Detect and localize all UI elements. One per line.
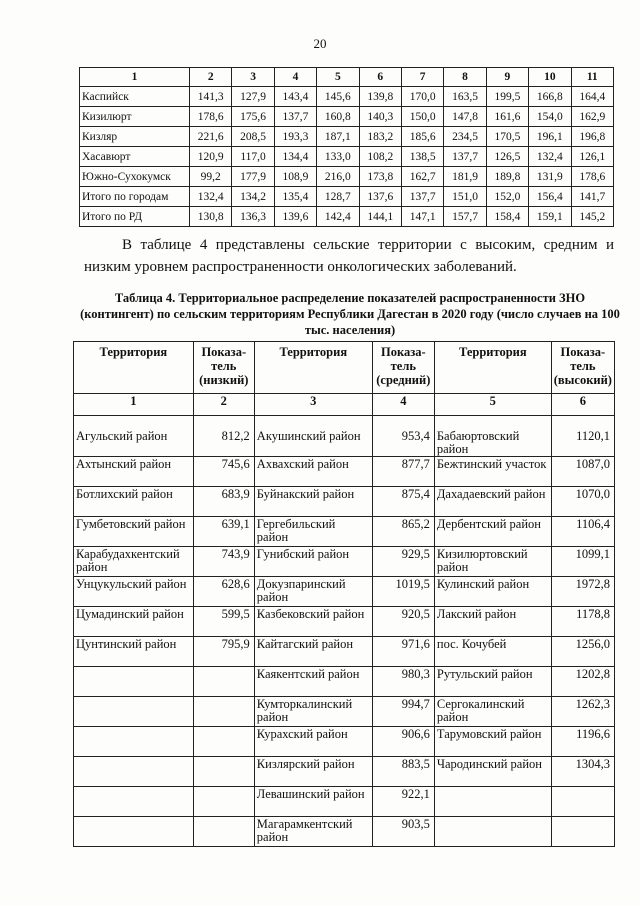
table-row bbox=[74, 607, 615, 637]
value-cell: 175,6 bbox=[232, 107, 274, 127]
value-cell: 137,7 bbox=[274, 107, 316, 127]
territory-name-cell: Акушинский район bbox=[254, 416, 372, 457]
table-row bbox=[74, 547, 615, 577]
value-cell: 743,9 bbox=[193, 547, 254, 577]
territory-name-cell: Ахвахский район bbox=[254, 457, 372, 487]
value-cell: 170,5 bbox=[486, 127, 528, 147]
column-header: 8 bbox=[444, 68, 486, 87]
value-cell bbox=[193, 667, 254, 697]
value-cell: 160,8 bbox=[317, 107, 359, 127]
territory-name-cell: Каякентский район bbox=[254, 667, 372, 697]
territory-name-cell: Рутульский район bbox=[434, 667, 551, 697]
territory-name-cell: Унцукульский район bbox=[74, 577, 194, 607]
territory-name-cell: Карабудахкентский район bbox=[74, 547, 194, 577]
value-cell: 922,1 bbox=[372, 787, 434, 817]
value-cell: 145,6 bbox=[317, 87, 359, 107]
value-cell: 903,5 bbox=[372, 817, 434, 847]
table-body bbox=[80, 87, 614, 227]
column-header: 7 bbox=[401, 68, 443, 87]
value-cell: 1202,8 bbox=[551, 667, 614, 697]
value-cell: 920,5 bbox=[372, 607, 434, 637]
value-cell: 126,1 bbox=[571, 147, 613, 167]
value-cell: 980,3 bbox=[372, 667, 434, 697]
value-cell: 99,2 bbox=[190, 167, 232, 187]
value-cell: 147,8 bbox=[444, 107, 486, 127]
value-cell: 163,5 bbox=[444, 87, 486, 107]
value-cell: 137,7 bbox=[401, 187, 443, 207]
table-row bbox=[80, 107, 614, 127]
territory-name-cell bbox=[74, 757, 194, 787]
value-cell: 132,4 bbox=[190, 187, 232, 207]
column-header: 5 bbox=[317, 68, 359, 87]
table-row bbox=[80, 147, 614, 167]
value-cell: 150,0 bbox=[401, 107, 443, 127]
value-cell: 144,1 bbox=[359, 207, 401, 227]
territory-name-cell: Кизилюрт bbox=[80, 107, 190, 127]
value-cell: 906,6 bbox=[372, 727, 434, 757]
column-header: 6 bbox=[359, 68, 401, 87]
table-row bbox=[74, 517, 615, 547]
territory-name-cell: Агульский район bbox=[74, 416, 194, 457]
value-cell: 157,7 bbox=[444, 207, 486, 227]
value-cell: 1972,8 bbox=[551, 577, 614, 607]
value-cell: 173,8 bbox=[359, 167, 401, 187]
value-cell: 127,9 bbox=[232, 87, 274, 107]
territory-name-cell: Лакский район bbox=[434, 607, 551, 637]
value-cell: 628,6 bbox=[193, 577, 254, 607]
value-cell: 639,1 bbox=[193, 517, 254, 547]
territory-name-cell: Южно-Сухокумск bbox=[80, 167, 190, 187]
table-row bbox=[80, 127, 614, 147]
territory-name-cell: Кумторкалинский район bbox=[254, 697, 372, 727]
value-cell: 199,5 bbox=[486, 87, 528, 107]
territory-name-cell: Кизляр bbox=[80, 127, 190, 147]
table-row bbox=[80, 187, 614, 207]
value-cell: 162,7 bbox=[401, 167, 443, 187]
territory-name-cell: Каспийск bbox=[80, 87, 190, 107]
territory-name-cell: Бабаюртовский район bbox=[434, 416, 551, 457]
value-cell bbox=[193, 727, 254, 757]
value-cell: 185,6 bbox=[401, 127, 443, 147]
table-header-row bbox=[80, 68, 614, 87]
territory-name-cell: Тарумовский район bbox=[434, 727, 551, 757]
value-cell: 108,9 bbox=[274, 167, 316, 187]
value-cell: 143,4 bbox=[274, 87, 316, 107]
value-cell: 117,0 bbox=[232, 147, 274, 167]
value-cell: 812,2 bbox=[193, 416, 254, 457]
value-cell: 131,9 bbox=[529, 167, 571, 187]
value-cell: 170,0 bbox=[401, 87, 443, 107]
value-cell: 795,9 bbox=[193, 637, 254, 667]
table-row bbox=[74, 487, 615, 517]
territory-name-cell: пос. Кочубей bbox=[434, 637, 551, 667]
value-cell: 187,1 bbox=[317, 127, 359, 147]
value-cell: 145,2 bbox=[571, 207, 613, 227]
territory-name-cell: Кайтагский район bbox=[254, 637, 372, 667]
value-cell: 877,7 bbox=[372, 457, 434, 487]
territory-name-cell bbox=[74, 787, 194, 817]
table-row bbox=[74, 787, 615, 817]
table-header-row bbox=[74, 342, 615, 394]
value-cell bbox=[193, 817, 254, 847]
column-header: Территория bbox=[434, 342, 551, 394]
value-cell: 132,4 bbox=[529, 147, 571, 167]
column-number: 2 bbox=[193, 394, 254, 416]
territory-name-cell: Кизлярский район bbox=[254, 757, 372, 787]
value-cell bbox=[193, 757, 254, 787]
territory-name-cell: Чародинский район bbox=[434, 757, 551, 787]
value-cell: 161,6 bbox=[486, 107, 528, 127]
value-cell: 164,4 bbox=[571, 87, 613, 107]
territory-name-cell: Ахтынский район bbox=[74, 457, 194, 487]
value-cell: 216,0 bbox=[317, 167, 359, 187]
value-cell: 1262,3 bbox=[551, 697, 614, 727]
territory-name-cell bbox=[74, 667, 194, 697]
value-cell: 141,7 bbox=[571, 187, 613, 207]
column-header: Показа-тель (высокий) bbox=[551, 342, 614, 394]
value-cell: 865,2 bbox=[372, 517, 434, 547]
table-city-indicators bbox=[79, 67, 614, 227]
value-cell: 147,1 bbox=[401, 207, 443, 227]
table-row bbox=[74, 416, 615, 457]
value-cell bbox=[193, 787, 254, 817]
value-cell: 133,0 bbox=[317, 147, 359, 167]
value-cell: 599,5 bbox=[193, 607, 254, 637]
column-header: Показа-тель (низкий) bbox=[193, 342, 254, 394]
value-cell: 134,2 bbox=[232, 187, 274, 207]
value-cell: 138,5 bbox=[401, 147, 443, 167]
value-cell: 929,5 bbox=[372, 547, 434, 577]
value-cell: 183,2 bbox=[359, 127, 401, 147]
territory-name-cell bbox=[74, 727, 194, 757]
table-row bbox=[80, 167, 614, 187]
value-cell: 1120,1 bbox=[551, 416, 614, 457]
column-header: 9 bbox=[486, 68, 528, 87]
value-cell: 193,3 bbox=[274, 127, 316, 147]
value-cell: 994,7 bbox=[372, 697, 434, 727]
territory-name-cell: Цунтинский район bbox=[74, 637, 194, 667]
territory-name-cell: Итого по городам bbox=[80, 187, 190, 207]
territory-name-cell: Сергокалинский район bbox=[434, 697, 551, 727]
value-cell: 139,6 bbox=[274, 207, 316, 227]
territory-name-cell: Итого по РД bbox=[80, 207, 190, 227]
table-row bbox=[74, 757, 615, 787]
column-numbers-row bbox=[74, 394, 615, 416]
column-header: 4 bbox=[274, 68, 316, 87]
value-cell: 142,4 bbox=[317, 207, 359, 227]
territory-name-cell: Кулинский район bbox=[434, 577, 551, 607]
page-number: 20 bbox=[313, 36, 327, 51]
value-cell: 108,2 bbox=[359, 147, 401, 167]
table-row bbox=[74, 667, 615, 697]
value-cell: 1019,5 bbox=[372, 577, 434, 607]
value-cell: 134,4 bbox=[274, 147, 316, 167]
value-cell: 234,5 bbox=[444, 127, 486, 147]
value-cell: 139,8 bbox=[359, 87, 401, 107]
territory-name-cell: Дербентский район bbox=[434, 517, 551, 547]
paragraph-intro: В таблице 4 представлены сельские территории с высоким, средним и низким уровнем распространенности онкологических заболеваний. bbox=[84, 237, 614, 275]
territory-name-cell: Докузпаринский район bbox=[254, 577, 372, 607]
value-cell: 208,5 bbox=[232, 127, 274, 147]
value-cell: 178,6 bbox=[190, 107, 232, 127]
value-cell: 159,1 bbox=[529, 207, 571, 227]
value-cell: 137,6 bbox=[359, 187, 401, 207]
territory-name-cell: Хасавюрт bbox=[80, 147, 190, 167]
value-cell: 683,9 bbox=[193, 487, 254, 517]
territory-name-cell bbox=[434, 787, 551, 817]
value-cell: 1196,6 bbox=[551, 727, 614, 757]
value-cell: 875,4 bbox=[372, 487, 434, 517]
table-body bbox=[74, 394, 615, 847]
value-cell bbox=[551, 817, 614, 847]
value-cell: 1106,4 bbox=[551, 517, 614, 547]
value-cell: 136,3 bbox=[232, 207, 274, 227]
territory-name-cell: Гергебильский район bbox=[254, 517, 372, 547]
column-number: 6 bbox=[551, 394, 614, 416]
value-cell: 135,4 bbox=[274, 187, 316, 207]
column-header: 2 bbox=[190, 68, 232, 87]
territory-name-cell: Бежтинский участок bbox=[434, 457, 551, 487]
value-cell bbox=[193, 697, 254, 727]
column-number: 5 bbox=[434, 394, 551, 416]
territory-name-cell: Ботлихский район bbox=[74, 487, 194, 517]
value-cell: 1087,0 bbox=[551, 457, 614, 487]
column-number: 4 bbox=[372, 394, 434, 416]
value-cell: 120,9 bbox=[190, 147, 232, 167]
territory-name-cell: Магарамкентский район bbox=[254, 817, 372, 847]
value-cell: 162,9 bbox=[571, 107, 613, 127]
value-cell: 745,6 bbox=[193, 457, 254, 487]
value-cell: 196,8 bbox=[571, 127, 613, 147]
value-cell: 130,8 bbox=[190, 207, 232, 227]
column-header: Территория bbox=[74, 342, 194, 394]
column-number: 3 bbox=[254, 394, 372, 416]
table-row bbox=[74, 727, 615, 757]
territory-name-cell: Буйнакский район bbox=[254, 487, 372, 517]
territory-name-cell bbox=[74, 817, 194, 847]
table-row bbox=[80, 207, 614, 227]
value-cell: 189,8 bbox=[486, 167, 528, 187]
value-cell: 178,6 bbox=[571, 167, 613, 187]
territory-name-cell: Цумадинский район bbox=[74, 607, 194, 637]
territory-name-cell: Дахадаевский район bbox=[434, 487, 551, 517]
territory-name-cell bbox=[434, 817, 551, 847]
column-header: 10 bbox=[529, 68, 571, 87]
value-cell: 126,5 bbox=[486, 147, 528, 167]
value-cell: 181,9 bbox=[444, 167, 486, 187]
value-cell: 137,7 bbox=[444, 147, 486, 167]
value-cell: 953,4 bbox=[372, 416, 434, 457]
table-caption: Таблица 4. Территориальное распределение показателей распространенности ЗНО (контингент) по сельским территориям Республики Дагестан в 2020 году (число случаев на 100 тыс. населения) bbox=[80, 291, 620, 337]
value-cell bbox=[551, 787, 614, 817]
value-cell: 1304,3 bbox=[551, 757, 614, 787]
value-cell: 221,6 bbox=[190, 127, 232, 147]
value-cell: 1070,0 bbox=[551, 487, 614, 517]
value-cell: 971,6 bbox=[372, 637, 434, 667]
territory-name-cell bbox=[74, 697, 194, 727]
value-cell: 158,4 bbox=[486, 207, 528, 227]
value-cell: 1256,0 bbox=[551, 637, 614, 667]
value-cell: 152,0 bbox=[486, 187, 528, 207]
column-header: 11 bbox=[571, 68, 613, 87]
value-cell: 141,3 bbox=[190, 87, 232, 107]
value-cell: 166,8 bbox=[529, 87, 571, 107]
value-cell: 156,4 bbox=[529, 187, 571, 207]
table-row bbox=[74, 637, 615, 667]
table-row bbox=[74, 697, 615, 727]
value-cell: 154,0 bbox=[529, 107, 571, 127]
table-row bbox=[74, 817, 615, 847]
territory-name-cell: Гумбетовский район bbox=[74, 517, 194, 547]
column-header: Территория bbox=[254, 342, 372, 394]
table-rural-territories bbox=[73, 341, 615, 847]
territory-name-cell: Курахский район bbox=[254, 727, 372, 757]
value-cell: 1099,1 bbox=[551, 547, 614, 577]
table-row bbox=[74, 457, 615, 487]
value-cell: 177,9 bbox=[232, 167, 274, 187]
column-number: 1 bbox=[74, 394, 194, 416]
column-header: 3 bbox=[232, 68, 274, 87]
value-cell: 1178,8 bbox=[551, 607, 614, 637]
column-header: Показа-тель (средний) bbox=[372, 342, 434, 394]
value-cell: 883,5 bbox=[372, 757, 434, 787]
column-header: 1 bbox=[80, 68, 190, 87]
value-cell: 140,3 bbox=[359, 107, 401, 127]
territory-name-cell: Левашинский район bbox=[254, 787, 372, 817]
value-cell: 128,7 bbox=[317, 187, 359, 207]
table-row bbox=[80, 87, 614, 107]
territory-name-cell: Кизилюртовский район bbox=[434, 547, 551, 577]
territory-name-cell: Казбековский район bbox=[254, 607, 372, 637]
value-cell: 196,1 bbox=[529, 127, 571, 147]
table-row bbox=[74, 577, 615, 607]
territory-name-cell: Гунибский район bbox=[254, 547, 372, 577]
value-cell: 151,0 bbox=[444, 187, 486, 207]
